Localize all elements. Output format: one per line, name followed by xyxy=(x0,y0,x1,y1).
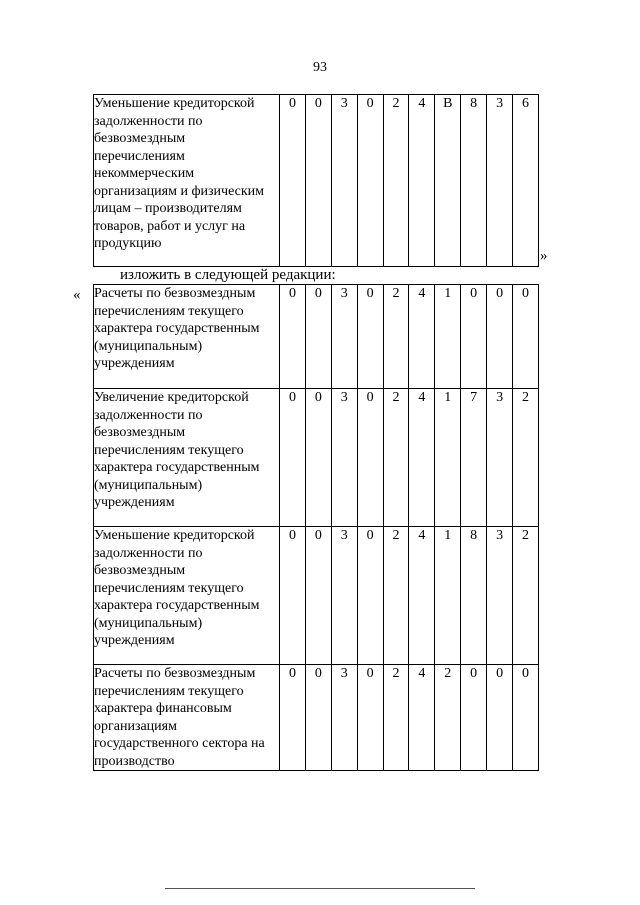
code-digit: 2 xyxy=(383,665,409,771)
row-label: Уменьшение кредиторской задолженности по безвозмездным перечислениям некоммерческим организациям и физическим лицам – производителям товаров, работ и услуг на продукцию xyxy=(94,95,280,267)
code-digit: 0 xyxy=(357,389,383,527)
code-digit: 1 xyxy=(435,285,461,389)
code-digit: 0 xyxy=(461,665,487,771)
code-digit: 2 xyxy=(513,389,539,527)
row-label: Уменьшение кредиторской задолженности по безвозмездным перечислениям текущего характера государственным (муниципальным) учреждениям xyxy=(94,527,280,665)
code-digit: 3 xyxy=(331,95,357,267)
code-digit: 0 xyxy=(461,285,487,389)
code-digit: 0 xyxy=(280,95,306,267)
intro-text: изложить в следующей редакции: xyxy=(120,267,336,283)
code-digit: 8 xyxy=(461,527,487,665)
code-digit: 6 xyxy=(513,95,539,267)
code-digit: 0 xyxy=(513,285,539,389)
code-digit: 2 xyxy=(383,285,409,389)
new-codes-table xyxy=(93,284,539,771)
code-digit: 1 xyxy=(435,527,461,665)
code-digit: 3 xyxy=(331,389,357,527)
code-digit: 0 xyxy=(280,389,306,527)
table-row xyxy=(94,95,539,267)
code-digit: 0 xyxy=(357,95,383,267)
code-digit: 2 xyxy=(383,389,409,527)
code-digit: 2 xyxy=(435,665,461,771)
opening-quote: « xyxy=(73,287,81,303)
code-digit: 0 xyxy=(305,95,331,267)
code-digit: 0 xyxy=(487,285,513,389)
code-digit: 0 xyxy=(280,665,306,771)
code-digit: 4 xyxy=(409,389,435,527)
table-row xyxy=(94,285,539,389)
table-row xyxy=(94,527,539,665)
code-digit: 0 xyxy=(357,285,383,389)
table-row xyxy=(94,665,539,771)
code-digit: 0 xyxy=(513,665,539,771)
code-digit: 1 xyxy=(435,389,461,527)
code-digit: 0 xyxy=(357,665,383,771)
code-digit: В xyxy=(435,95,461,267)
code-digit: 0 xyxy=(305,665,331,771)
code-digit: 3 xyxy=(487,95,513,267)
row-label: Увеличение кредиторской задолженности по безвозмездным перечислениям текущего характера государственным (муниципальным) учреждениям xyxy=(94,389,280,527)
code-digit: 0 xyxy=(305,389,331,527)
code-digit: 2 xyxy=(513,527,539,665)
code-digit: 0 xyxy=(280,527,306,665)
code-digit: 4 xyxy=(409,285,435,389)
page-number: 93 xyxy=(313,60,327,75)
code-digit: 0 xyxy=(280,285,306,389)
code-digit: 3 xyxy=(331,527,357,665)
code-digit: 0 xyxy=(487,665,513,771)
code-digit: 0 xyxy=(357,527,383,665)
code-digit: 7 xyxy=(461,389,487,527)
row-label: Расчеты по безвозмездным перечислениям текущего характера государственным (муниципальным) учреждениям xyxy=(94,285,280,389)
code-digit: 4 xyxy=(409,95,435,267)
row-label: Расчеты по безвозмездным перечислениям текущего характера финансовым организациям государственного сектора на производство xyxy=(94,665,280,771)
code-digit: 3 xyxy=(331,665,357,771)
closing-quote: » xyxy=(540,248,548,264)
code-digit: 3 xyxy=(487,389,513,527)
code-digit: 3 xyxy=(487,527,513,665)
code-digit: 4 xyxy=(409,527,435,665)
bottom-rule xyxy=(165,888,475,889)
code-digit: 2 xyxy=(383,95,409,267)
code-digit: 4 xyxy=(409,665,435,771)
table-row xyxy=(94,389,539,527)
code-digit: 3 xyxy=(331,285,357,389)
code-digit: 8 xyxy=(461,95,487,267)
code-digit: 0 xyxy=(305,527,331,665)
code-digit: 0 xyxy=(305,285,331,389)
code-digit: 2 xyxy=(383,527,409,665)
old-codes-table xyxy=(93,94,539,267)
